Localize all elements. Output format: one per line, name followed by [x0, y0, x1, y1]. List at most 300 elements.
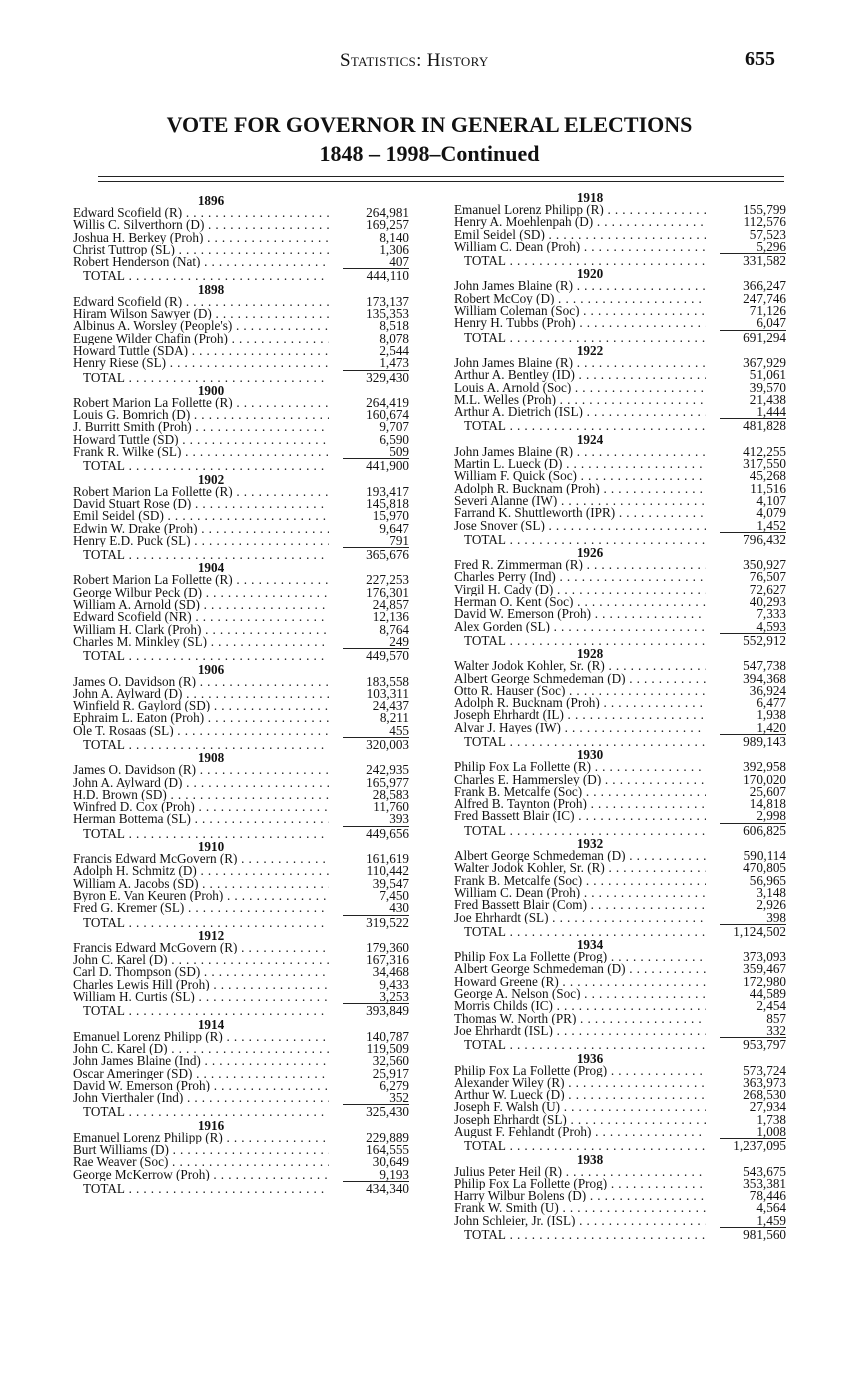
total-label: TOTAL . . .	[73, 549, 329, 561]
candidate-votes: 76,507	[749, 569, 786, 585]
candidate-row	[73, 611, 409, 623]
candidate-row	[454, 608, 786, 620]
candidate-name: Alfred B. Taynton (Proh) . . .	[454, 798, 706, 810]
total-row	[73, 914, 409, 930]
total-label: TOTAL . . .	[454, 420, 706, 432]
candidate-name: Byron E. Van Keuren (Proh) . . .	[73, 890, 329, 902]
candidate-votes: 78,446	[749, 1188, 786, 1204]
election-year-heading: 1928	[576, 646, 604, 662]
candidate-votes: 1,738	[756, 1111, 786, 1127]
candidate-votes: 57,523	[749, 226, 786, 242]
candidate-row	[73, 409, 409, 421]
total-label: TOTAL . . .	[73, 270, 329, 282]
candidate-votes: 167,316	[366, 952, 409, 968]
candidate-name: Emil Seidel (SD) . . .	[73, 510, 329, 522]
total-votes: 365,676	[366, 547, 409, 563]
total-row	[454, 255, 786, 267]
candidate-row	[454, 909, 786, 925]
candidate-votes: 170,020	[743, 771, 786, 787]
election-1930	[454, 748, 786, 837]
right-column	[454, 191, 786, 1241]
candidate-name: Joe Ehrhardt (ISL) . . .	[454, 1025, 706, 1037]
total-label: TOTAL . . .	[454, 332, 706, 344]
total-label: TOTAL . . .	[454, 1229, 706, 1241]
election-1898	[73, 283, 409, 384]
candidate-row	[73, 357, 409, 369]
candidate-votes: 407	[343, 256, 409, 269]
total-votes: 981,560	[743, 1227, 786, 1243]
election-year-heading: 1924	[576, 431, 604, 447]
candidate-votes: 8,518	[379, 318, 409, 334]
total-votes: 329,430	[366, 369, 409, 385]
candidate-row	[73, 1092, 409, 1104]
candidate-votes: 9,707	[379, 419, 409, 435]
election-year-heading: 1906	[197, 661, 225, 677]
total-votes: 552,912	[743, 632, 786, 648]
candidate-row	[73, 510, 409, 522]
candidate-name: Philip Fox La Follette (Prog) . . .	[454, 1178, 706, 1190]
candidate-row	[454, 988, 786, 1000]
candidate-votes: 1,444	[720, 406, 786, 419]
candidate-votes: 590,114	[743, 848, 786, 864]
candidate-votes: 2,544	[379, 342, 409, 358]
candidate-name: John Schleier, Jr. (ISL) . . .	[454, 1215, 706, 1227]
total-label: TOTAL . . .	[73, 1106, 329, 1118]
candidate-name: Rae Weaver (Soc) . . .	[73, 1156, 329, 1168]
election-1906	[73, 663, 409, 752]
candidate-name: Albert George Schmedeman (D) . . .	[454, 673, 706, 685]
candidate-row	[73, 939, 409, 955]
candidate-votes: 352	[343, 1092, 409, 1105]
candidate-row	[454, 391, 786, 407]
candidate-row	[454, 1010, 786, 1026]
candidate-votes: 229,889	[366, 1129, 409, 1145]
candidate-votes: 193,417	[366, 483, 409, 499]
candidate-votes: 455	[343, 725, 409, 738]
candidate-name: William F. Quick (Soc) . . .	[454, 470, 706, 482]
election-1918	[454, 191, 786, 267]
total-row	[73, 1106, 409, 1118]
candidate-name: Henry A. Moehlenpah (D) . . .	[454, 216, 706, 228]
candidate-row	[454, 872, 786, 888]
candidate-row	[454, 280, 786, 292]
candidate-row	[73, 241, 409, 257]
candidate-row	[73, 308, 409, 320]
candidate-row	[73, 712, 409, 724]
candidate-name: H.D. Brown (SD) . . .	[73, 789, 329, 801]
candidate-name: Eugene Wilder Chafin (Proh) . . .	[73, 333, 329, 345]
candidate-votes: 359,467	[743, 961, 786, 977]
election-year-heading: 1910	[197, 839, 225, 855]
candidate-row	[454, 290, 786, 306]
candidate-name: Julius Peter Heil (R) . . .	[454, 1166, 706, 1178]
candidate-name: Fred R. Zimmerman (R) . . .	[454, 559, 706, 571]
candidate-row	[73, 495, 409, 511]
candidate-row	[73, 633, 409, 649]
total-row	[73, 270, 409, 282]
election-year-heading: 1922	[576, 342, 604, 358]
candidate-votes: 353,381	[743, 1175, 786, 1191]
candidate-votes: 145,818	[366, 495, 409, 511]
candidate-row	[454, 238, 786, 254]
candidate-row	[73, 483, 409, 499]
candidate-votes: 25,917	[372, 1065, 409, 1081]
candidate-votes: 140,787	[366, 1028, 409, 1044]
candidate-row	[454, 963, 786, 975]
total-row	[73, 369, 409, 385]
candidate-name: Joe Ehrhardt (SL) . . .	[454, 912, 706, 924]
election-year-heading: 1930	[576, 747, 604, 763]
candidate-votes: 36,924	[749, 682, 786, 698]
total-label: TOTAL . . .	[454, 255, 706, 267]
total-label: TOTAL . . .	[454, 1140, 706, 1152]
total-votes: 441,900	[366, 458, 409, 474]
total-votes: 444,110	[366, 268, 409, 284]
candidate-name: Charles Perry (Ind) . . .	[454, 571, 706, 583]
candidate-votes: 172,980	[743, 973, 786, 989]
candidate-votes: 3,148	[756, 884, 786, 900]
title-line-2: 1848 – 1998–Continued	[319, 141, 540, 166]
candidate-name: George McKerrow (Proh) . . .	[73, 1169, 329, 1181]
candidate-row	[454, 899, 786, 911]
election-1900	[73, 384, 409, 473]
candidate-row	[454, 354, 786, 370]
candidate-votes: 40,293	[749, 594, 786, 610]
candidate-row	[73, 330, 409, 346]
election-1938	[454, 1153, 786, 1242]
candidate-name: Frank R. Wilke (SL) . . .	[73, 446, 329, 458]
total-votes: 606,825	[743, 822, 786, 838]
candidate-name: William C. Dean (Proh) . . .	[454, 887, 706, 899]
candidate-name: Edwin W. Drake (Proh) . . .	[73, 523, 329, 535]
candidate-votes: 44,589	[749, 986, 786, 1002]
total-votes: 1,124,502	[733, 923, 786, 939]
candidate-row	[73, 1077, 409, 1093]
total-label: TOTAL . . .	[454, 1039, 706, 1051]
candidate-name: Philip Fox La Follette (R) . . .	[454, 761, 706, 773]
total-votes: 953,797	[743, 1037, 786, 1053]
election-year-heading: 1912	[197, 927, 225, 943]
candidate-votes: 8,211	[379, 710, 409, 726]
candidate-votes: 543,675	[743, 1163, 786, 1179]
candidate-votes: 14,818	[749, 796, 786, 812]
candidate-name: John C. Karel (D) . . .	[73, 1043, 329, 1055]
candidate-votes: 317,550	[743, 456, 786, 472]
candidate-votes: 15,970	[372, 508, 409, 524]
candidate-row	[73, 256, 409, 268]
candidate-name: Alvar J. Hayes (IW) . . .	[454, 722, 706, 734]
candidate-votes: 119,509	[366, 1040, 409, 1056]
candidate-votes: 4,564	[756, 1200, 786, 1216]
candidate-name: Morris Childs (IC) . . .	[454, 1000, 706, 1012]
total-votes: 1,237,095	[733, 1138, 786, 1154]
candidate-name: John James Blaine (R) . . .	[454, 280, 706, 292]
candidate-name: Frank B. Metcalfe (Soc) . . .	[454, 875, 706, 887]
candidate-votes: 398	[720, 912, 786, 925]
candidate-votes: 249	[343, 636, 409, 649]
candidate-votes: 1,473	[343, 357, 409, 370]
candidate-name: Henry H. Tubbs (Proh) . . .	[454, 317, 706, 329]
candidate-row	[454, 305, 786, 317]
election-1904	[73, 561, 409, 662]
candidate-name: John A. Aylward (D) . . .	[73, 688, 329, 700]
candidate-votes: 12,136	[372, 609, 409, 625]
total-row	[73, 736, 409, 752]
candidate-row	[73, 991, 409, 1003]
candidate-name: Joshua H. Berkey (Proh) . . .	[73, 232, 329, 244]
candidate-votes: 6,047	[720, 317, 786, 330]
candidate-votes: 573,724	[743, 1062, 786, 1078]
candidate-row	[73, 976, 409, 992]
candidate-votes: 7,450	[379, 887, 409, 903]
candidate-name: Herman Bottema (SL) . . .	[73, 813, 329, 825]
candidate-row	[454, 771, 786, 787]
election-1924	[454, 433, 786, 546]
candidate-row	[73, 532, 409, 548]
candidate-name: Joseph Ehrhardt (IL) . . .	[454, 709, 706, 721]
election-1934	[454, 938, 786, 1051]
election-year-heading: 1916	[197, 1117, 225, 1133]
candidate-row	[454, 850, 786, 862]
election-1936	[454, 1052, 786, 1153]
candidate-name: Charles E. Hammersley (D) . . .	[454, 774, 706, 786]
candidate-name: John James Blaine (R) . . .	[454, 357, 706, 369]
election-year-heading: 1896	[197, 193, 225, 208]
candidate-votes: 547,738	[743, 658, 786, 674]
candidate-row	[73, 574, 409, 586]
candidate-row	[73, 1065, 409, 1081]
candidate-name: Winfred D. Cox (Proh) . . .	[73, 801, 329, 813]
candidate-row	[454, 581, 786, 597]
candidate-votes: 791	[343, 535, 409, 548]
election-year-heading: 1936	[576, 1050, 604, 1066]
candidate-row	[454, 571, 786, 583]
candidate-votes: 6,279	[379, 1077, 409, 1093]
candidate-name: Adolph R. Bucknam (Proh) . . .	[454, 697, 706, 709]
candidate-row	[454, 682, 786, 698]
candidate-row	[454, 1202, 786, 1214]
candidate-votes: 51,061	[749, 367, 786, 383]
election-1902	[73, 473, 409, 562]
candidate-name: Willis C. Silverthorn (D) . . .	[73, 219, 329, 231]
candidate-name: William A. Arnold (SD) . . .	[73, 599, 329, 611]
candidate-name: J. Burritt Smith (Proh) . . .	[73, 421, 329, 433]
candidate-votes: 1,938	[756, 707, 786, 723]
candidate-row	[73, 801, 409, 813]
candidate-votes: 25,607	[749, 783, 786, 799]
candidate-name: Philip Fox La Follette (Prog) . . .	[454, 1065, 706, 1077]
candidate-row	[73, 431, 409, 447]
candidate-name: Alex Gorden (SL) . . .	[454, 621, 706, 633]
candidate-votes: 72,627	[749, 581, 786, 597]
election-1932	[454, 837, 786, 938]
candidate-name: Edward Scofield (R) . . .	[73, 296, 329, 308]
candidate-row	[73, 902, 409, 914]
candidate-votes: 135,353	[366, 306, 409, 322]
candidate-name: Emanuel Lorenz Philipp (R) . . .	[454, 204, 706, 216]
candidate-votes: 11,760	[373, 799, 409, 815]
total-row	[454, 420, 786, 432]
candidate-votes: 32,560	[372, 1053, 409, 1069]
candidate-votes: 8,764	[379, 621, 409, 637]
candidate-name: Fred Bassett Blair (Com) . . .	[454, 899, 706, 911]
candidate-name: Francis Edward McGovern (R) . . .	[73, 942, 329, 954]
candidate-name: George A. Nelson (Soc) . . .	[454, 988, 706, 1000]
total-row	[454, 632, 786, 648]
candidate-row	[73, 764, 409, 776]
candidate-name: Charles M. Minkley (SL) . . .	[73, 636, 329, 648]
candidate-name: John James Blaine (Ind) . . .	[73, 1055, 329, 1067]
election-year-heading: 1898	[197, 281, 225, 297]
candidate-name: Robert Marion La Follette (R) . . .	[73, 397, 329, 409]
total-label: TOTAL . . .	[454, 635, 706, 647]
election-1908	[73, 751, 409, 840]
candidate-name: Oscar Ameringer (SD) . . .	[73, 1068, 329, 1080]
candidate-votes: 103,311	[366, 685, 409, 701]
candidate-name: James O. Davidson (R) . . .	[73, 676, 329, 688]
candidate-row	[73, 1028, 409, 1044]
candidate-votes: 857	[766, 1010, 786, 1026]
title-line-1: VOTE FOR GOVERNOR IN GENERAL ELECTIONS	[166, 112, 693, 137]
candidate-name: Arthur W. Lueck (D) . . .	[454, 1089, 706, 1101]
candidate-votes: 242,935	[366, 762, 409, 778]
candidate-votes: 169,257	[366, 217, 409, 233]
candidate-row	[73, 813, 409, 825]
candidate-votes: 4,593	[720, 621, 786, 634]
candidate-row	[73, 887, 409, 903]
candidate-name: Farrand K. Shuttleworth (IPR) . . .	[454, 507, 706, 519]
total-votes: 481,828	[743, 418, 786, 434]
candidate-name: Adolph H. Schmitz (D) . . .	[73, 865, 329, 877]
candidate-row	[73, 1129, 409, 1145]
candidate-row	[454, 810, 786, 822]
candidate-row	[73, 520, 409, 536]
candidate-name: Arthur A. Dietrich (ISL) . . .	[454, 406, 706, 418]
candidate-row	[454, 783, 786, 799]
candidate-row	[454, 470, 786, 482]
candidate-name: Philip Fox La Follette (Prog) . . .	[454, 951, 706, 963]
candidate-row	[454, 1000, 786, 1012]
candidate-votes: 160,674	[366, 407, 409, 423]
candidate-name: Martin L. Lueck (D) . . .	[454, 458, 706, 470]
candidate-row	[73, 342, 409, 358]
candidate-name: Francis Edward McGovern (R) . . .	[73, 853, 329, 865]
total-votes: 434,340	[366, 1180, 409, 1196]
candidate-name: Christ Tuttrop (SL) . . .	[73, 244, 329, 256]
candidate-votes: 30,649	[372, 1154, 409, 1170]
candidate-votes: 27,934	[749, 1099, 786, 1115]
candidate-name: James O. Davidson (R) . . .	[73, 764, 329, 776]
candidate-name: Emil Seidel (SD) . . .	[454, 229, 706, 241]
candidate-row	[73, 621, 409, 637]
total-votes: 325,430	[366, 1104, 409, 1120]
candidate-name: Albert George Schmedeman (D) . . .	[454, 963, 706, 975]
candidate-row	[73, 1055, 409, 1067]
candidate-name: Ole T. Rosaas (SL) . . .	[73, 725, 329, 737]
candidate-row	[73, 700, 409, 712]
candidate-row	[73, 421, 409, 433]
candidate-row	[73, 954, 409, 966]
election-1916	[73, 1119, 409, 1195]
candidate-name: Winfield R. Gaylord (SD) . . .	[73, 700, 329, 712]
candidate-votes: 367,929	[743, 354, 786, 370]
left-column	[73, 194, 409, 1195]
candidate-votes: 7,333	[756, 606, 786, 622]
candidate-name: Emanuel Lorenz Philipp (R) . . .	[73, 1031, 329, 1043]
election-year-heading: 1918	[576, 190, 604, 205]
candidate-row	[454, 798, 786, 810]
candidate-row	[454, 1089, 786, 1101]
total-votes: 320,003	[366, 736, 409, 752]
table-title	[0, 110, 859, 168]
candidate-name: Walter Jodok Kohler, Sr. (R) . . .	[454, 862, 706, 874]
candidate-name: David W. Emerson (Proh) . . .	[73, 1080, 329, 1092]
candidate-votes: 470,805	[743, 860, 786, 876]
candidate-votes: 4,079	[756, 505, 786, 521]
candidate-row	[73, 774, 409, 790]
candidate-row	[454, 216, 786, 228]
candidate-votes: 394,368	[743, 670, 786, 686]
candidate-votes: 71,126	[749, 303, 786, 319]
candidate-row	[73, 1040, 409, 1056]
candidate-votes: 34,468	[372, 964, 409, 980]
candidate-name: Harry Wilbur Bolens (D) . . .	[454, 1190, 706, 1202]
candidate-votes: 45,268	[749, 468, 786, 484]
total-row	[73, 1180, 409, 1196]
candidate-votes: 393	[343, 813, 409, 826]
candidate-name: John C. Karel (D) . . .	[73, 954, 329, 966]
total-row	[454, 531, 786, 547]
candidate-row	[454, 596, 786, 608]
candidate-name: Emanuel Lorenz Philipp (R) . . .	[73, 1132, 329, 1144]
candidate-votes: 412,255	[743, 443, 786, 459]
total-row	[454, 329, 786, 345]
total-row	[454, 1229, 786, 1241]
candidate-row	[454, 1212, 786, 1228]
candidate-row	[73, 219, 409, 231]
candidate-name: Robert Marion La Follette (R) . . .	[73, 486, 329, 498]
candidate-row	[454, 951, 786, 963]
candidate-votes: 164,555	[366, 1142, 409, 1157]
candidate-name: Arthur A. Bentley (ID) . . .	[454, 369, 706, 381]
candidate-name: Virgil H. Cady (D) . . .	[454, 584, 706, 596]
candidate-row	[73, 875, 409, 891]
total-votes: 319,522	[366, 914, 409, 930]
total-label: TOTAL . . .	[454, 534, 706, 546]
candidate-row	[454, 517, 786, 533]
election-1914	[73, 1018, 409, 1119]
candidate-name: Hiram Wilson Sawyer (D) . . .	[73, 308, 329, 320]
candidate-name: William H. Curtis (SL) . . .	[73, 991, 329, 1003]
total-row	[454, 1140, 786, 1152]
candidate-name: Howard Greene (R) . . .	[454, 976, 706, 988]
candidate-row	[454, 1126, 786, 1138]
candidate-name: John James Blaine (R) . . .	[454, 446, 706, 458]
candidate-votes: 1,420	[720, 722, 786, 735]
candidate-name: Alexander Wiley (R) . . .	[454, 1077, 706, 1089]
candidate-row	[454, 1101, 786, 1113]
candidate-votes: 4,107	[756, 492, 786, 508]
candidate-row	[73, 1144, 409, 1156]
election-1920	[454, 267, 786, 343]
candidate-row	[454, 443, 786, 459]
candidate-row	[73, 320, 409, 332]
candidate-votes: 11,516	[750, 480, 786, 496]
total-label: TOTAL . . .	[454, 736, 706, 748]
running-head: Statistics: History	[340, 50, 489, 71]
candidate-votes: 3,253	[343, 991, 409, 1004]
candidate-votes: 28,583	[372, 786, 409, 802]
